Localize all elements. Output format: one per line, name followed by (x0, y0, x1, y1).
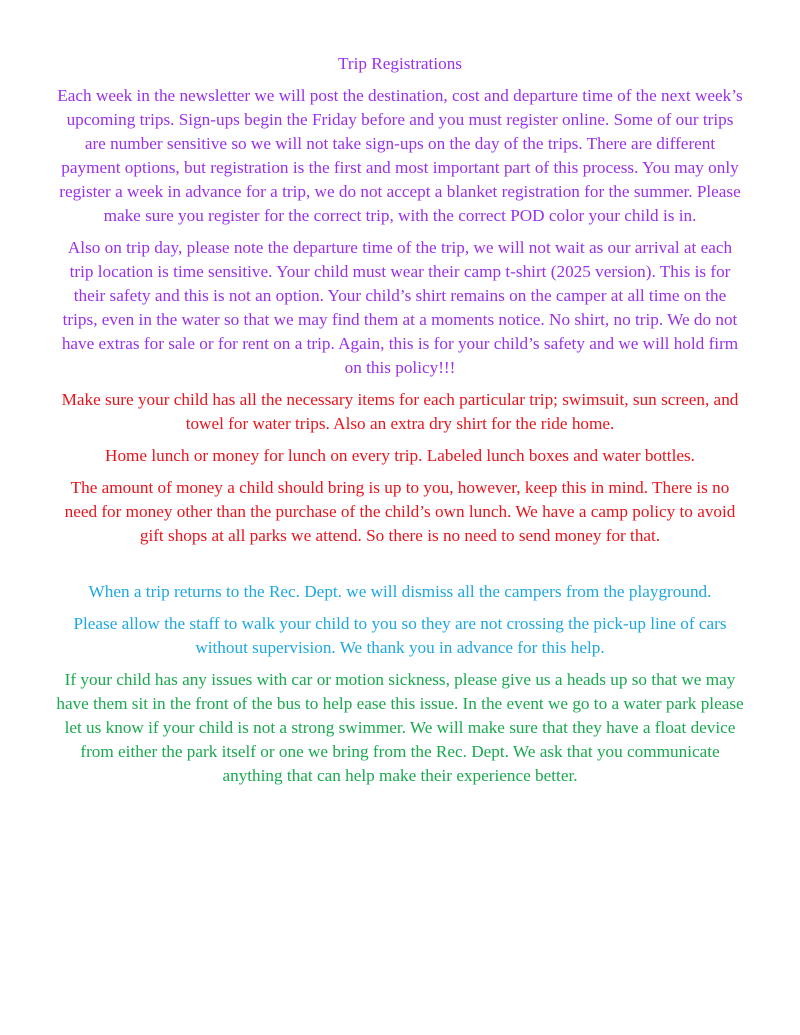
page-title: Trip Registrations (338, 54, 462, 73)
paragraph-trip-day-rules: Also on trip day, please note the departure time of the trip, we will not wait as our arrival at each trip location is time sensitive. Your child must wear their camp t-shirt (2025 version). This is for their safety and this is not an option. Your child’s shirt remains on the camper at all time on the trips, even in the water so that we may find them at a moments notice. No shirt, no trip. We do not have extras for sale or for rent on a trip. Again, this is for your child’s safety and we will hold firm on this policy!!! (61, 238, 739, 377)
paragraph-registration-info: Each week in the newsletter we will post the destination, cost and departure time of the next week’s upcoming trips. Sign-ups begin the Friday before and you must register online. Some of our trips are number sensitive so we will not take sign-ups on the day of the trips. There are different payment options, but registration is the first and most important part of this process. You may only register a week in advance for a trip, we do not accept a blanket registration for the summer. Please make sure you register for the correct trip, with the correct POD color your child is in. (57, 86, 743, 225)
paragraph-necessary-items: Make sure your child has all the necessary items for each particular trip; swimsuit, sun screen, and towel for water trips. Also an extra dry shirt for the ride home. (61, 390, 739, 433)
paragraph-trip-return: When a trip returns to the Rec. Dept. we will dismiss all the campers from the playground. (88, 582, 712, 601)
paragraph-pickup: Please allow the staff to walk your child to you so they are not crossing the pick-up line of cars without supervision. We thank you in advance for this help. (73, 614, 727, 657)
paragraph-lunch: Home lunch or money for lunch on every trip. Labeled lunch boxes and water bottles. (105, 446, 695, 465)
paragraph-money: The amount of money a child should bring is up to you, however, keep this in mind. There is no need for money other than the purchase of the child’s own lunch. We have a camp policy to avoid gift shops at all parks we attend. So there is no need to send money for that. (64, 478, 736, 545)
document-page (55, 52, 745, 796)
spacer (55, 556, 745, 580)
paragraph-motion-sickness: If your child has any issues with car or motion sickness, please give us a heads up so that we may have them sit in the front of the bus to help ease this issue. In the event we go to a water park please let us know if your child is not a strong swimmer. We will make sure that they have a float device from either the park itself or one we bring from the Rec. Dept. We ask that you communicate anything that can help make their experience better. (56, 670, 744, 785)
